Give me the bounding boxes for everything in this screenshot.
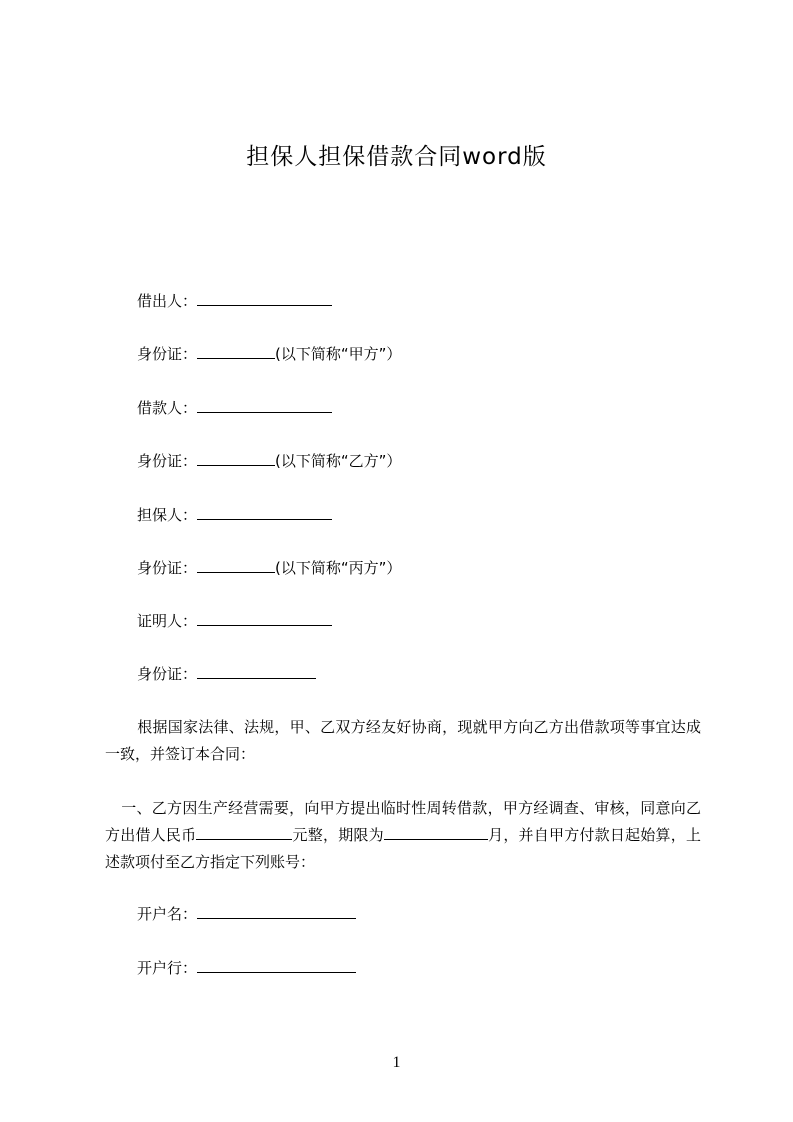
guarantor-id-blank	[197, 558, 275, 573]
field-label: 借款人	[137, 399, 183, 417]
witness-id-field	[137, 663, 316, 685]
field-colon: ：	[182, 612, 198, 630]
witness-field	[137, 610, 332, 632]
account-bank-blank	[197, 958, 356, 973]
lender-id-field	[137, 343, 401, 365]
field-colon: ：	[182, 345, 198, 363]
borrower-id-field	[137, 450, 401, 472]
loan-term-blank	[384, 825, 488, 840]
lender-field	[137, 290, 332, 312]
loan-amount-blank	[196, 825, 292, 840]
borrower-field	[137, 397, 332, 419]
field-colon: ：	[182, 292, 198, 310]
party-a-note: (以下简称“甲方”）	[275, 345, 402, 363]
field-colon: ：	[182, 452, 198, 470]
field-label: 开户行	[137, 959, 183, 977]
field-label: 证明人	[137, 612, 183, 630]
clause-one-text-part2: 元整，期限为	[292, 826, 384, 844]
lender-id-blank	[197, 344, 275, 359]
page-number: 1	[392, 1054, 401, 1071]
field-label: 身份证	[137, 345, 183, 363]
lender-blank	[197, 291, 332, 306]
field-label: 借出人	[137, 292, 183, 310]
clause-one-paragraph	[105, 795, 701, 876]
field-colon: ：	[182, 399, 198, 417]
guarantor-field	[137, 504, 332, 526]
field-colon: ：	[182, 506, 198, 524]
account-bank-field	[137, 957, 356, 979]
field-label: 身份证	[137, 559, 183, 577]
document-title: 担保人担保借款合同word版	[246, 144, 547, 170]
preamble-paragraph	[105, 714, 701, 768]
borrower-id-blank	[197, 451, 275, 466]
account-name-blank	[197, 904, 356, 919]
field-label: 身份证	[137, 452, 183, 470]
field-colon: ：	[182, 959, 198, 977]
field-colon: ：	[182, 559, 198, 577]
field-label: 身份证	[137, 665, 183, 683]
clause-one-text-part3: 月，并自甲方付款日起始算，上述款项付至乙方指定下列账号：	[105, 826, 701, 871]
account-name-field	[137, 903, 356, 925]
preamble-text: 根据国家法律、法规，甲、乙双方经友好协商，现就甲方向乙方出借款项等事宜达成一致，并签订本合同：	[105, 718, 701, 763]
field-colon: ：	[182, 905, 198, 923]
witness-blank	[197, 611, 332, 626]
guarantor-blank	[197, 505, 332, 520]
clause-one-text-part1: 一、乙方因生产经营需要，向甲方提出临时性周转借款，甲方经调查、审核，同意向乙方出借人民币	[105, 799, 701, 844]
guarantor-id-field	[137, 557, 401, 579]
party-c-note: (以下简称“丙方”）	[275, 559, 402, 577]
witness-id-blank	[197, 664, 316, 679]
party-b-note: (以下简称“乙方”）	[275, 452, 402, 470]
borrower-blank	[197, 398, 332, 413]
field-label: 担保人	[137, 506, 183, 524]
field-colon: ：	[182, 665, 198, 683]
field-label: 开户名	[137, 905, 183, 923]
